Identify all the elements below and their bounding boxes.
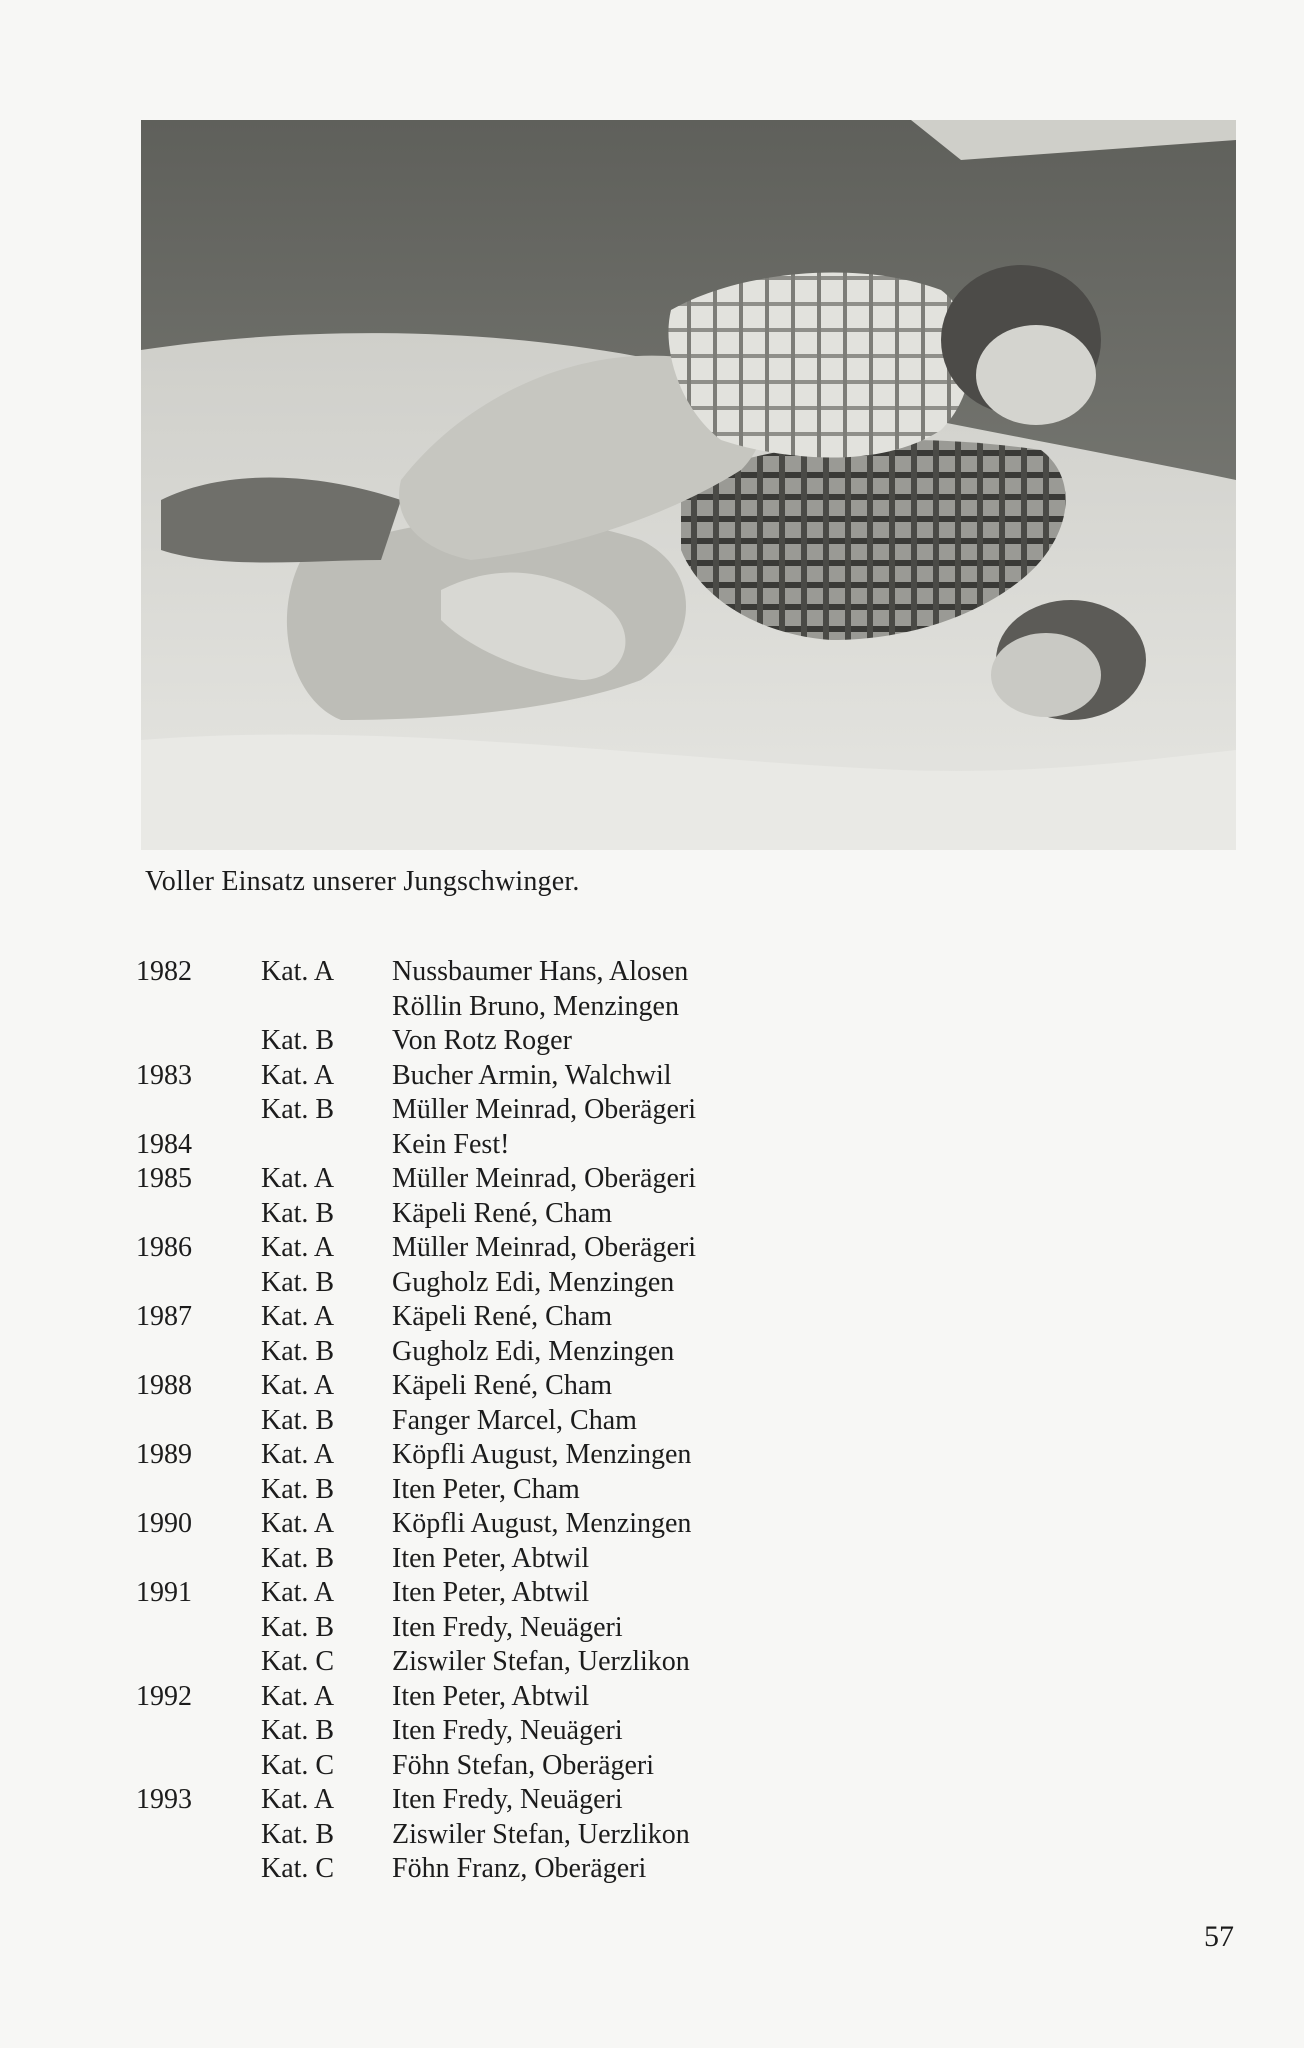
result-year: 1991 <box>136 1577 192 1608</box>
result-name: Käpeli René, Cham <box>392 1197 613 1229</box>
result-year: 1992 <box>136 1680 192 1712</box>
result-cat: Kat. A <box>261 1163 335 1194</box>
result-row <box>136 1611 836 1646</box>
result-name: Gugholz Edi, Menzingen <box>392 1335 675 1367</box>
result-name: Köpfli August, Menzingen <box>392 1508 692 1539</box>
result-cat: Kat. A <box>261 1370 335 1401</box>
result-year: 1987 <box>136 1301 192 1332</box>
result-name: Iten Peter, Cham <box>392 1473 580 1505</box>
result-row <box>136 1473 836 1508</box>
result-cat: Kat. C <box>261 1646 335 1677</box>
result-name: Föhn Stefan, Oberägeri <box>392 1749 655 1781</box>
result-year: 1985 <box>136 1163 192 1194</box>
result-year: 1986 <box>136 1232 192 1263</box>
result-year: 1983 <box>136 1059 192 1091</box>
result-row <box>136 1093 836 1128</box>
result-cat: Kat. B <box>261 1197 335 1229</box>
result-row <box>136 955 836 990</box>
result-row <box>136 1128 836 1163</box>
result-row <box>136 1507 836 1542</box>
result-row <box>136 1266 836 1301</box>
result-year: 1989 <box>136 1439 192 1470</box>
photo-wrestling-boys <box>141 120 1236 850</box>
result-row <box>136 1680 836 1715</box>
result-row <box>136 1162 836 1197</box>
result-cat: Kat. B <box>261 1818 335 1850</box>
result-name: Nussbaumer Hans, Alosen <box>392 956 689 987</box>
result-name: Ziswiler Stefan, Uerzlikon <box>392 1818 690 1850</box>
result-cat: Kat. B <box>261 1335 335 1367</box>
page-number: 57 <box>1204 1920 1234 1953</box>
result-cat: Kat. B <box>261 1542 335 1574</box>
result-cat: Kat. C <box>261 1853 335 1884</box>
result-row <box>136 1749 836 1784</box>
result-row <box>136 990 836 1025</box>
result-year: 1990 <box>136 1508 192 1539</box>
result-cat: Kat. A <box>261 1232 335 1263</box>
result-name: Müller Meinrad, Oberägeri <box>392 1232 696 1263</box>
result-cat: Kat. B <box>261 1611 335 1643</box>
result-row <box>136 1024 836 1059</box>
result-name: Iten Fredy, Neuägeri <box>392 1715 623 1746</box>
result-cat: Kat. A <box>261 956 335 987</box>
result-row <box>136 1714 836 1749</box>
result-name: Käpeli René, Cham <box>392 1370 613 1401</box>
result-name: Iten Peter, Abtwil <box>392 1577 590 1608</box>
result-year: 1988 <box>136 1370 192 1401</box>
result-name: Iten Peter, Abtwil <box>392 1680 590 1712</box>
result-year: 1984 <box>136 1128 192 1160</box>
result-row <box>136 1542 836 1577</box>
result-row <box>136 1438 836 1473</box>
result-row <box>136 1197 836 1232</box>
result-name: Köpfli August, Menzingen <box>392 1439 692 1470</box>
result-cat: Kat. B <box>261 1025 335 1056</box>
result-row <box>136 1059 836 1094</box>
result-name: Bucher Armin, Walchwil <box>392 1059 672 1091</box>
result-cat: Kat. B <box>261 1404 335 1436</box>
result-name: Röllin Bruno, Menzingen <box>392 990 679 1022</box>
photo-caption: Voller Einsatz unserer Jungschwinger. <box>145 866 580 897</box>
result-name: Müller Meinrad, Oberägeri <box>392 1094 696 1125</box>
result-name: Föhn Franz, Oberägeri <box>392 1853 647 1884</box>
result-cat: Kat. B <box>261 1473 335 1505</box>
result-cat: Kat. B <box>261 1715 335 1746</box>
result-row <box>136 1852 836 1887</box>
result-row <box>136 1783 836 1818</box>
result-row <box>136 1645 836 1680</box>
result-name: Iten Peter, Abtwil <box>392 1542 590 1574</box>
result-name: Iten Fredy, Neuägeri <box>392 1784 623 1815</box>
result-cat: Kat. C <box>261 1749 335 1781</box>
result-cat: Kat. A <box>261 1680 335 1712</box>
result-cat: Kat. A <box>261 1784 335 1815</box>
result-row <box>136 1576 836 1611</box>
result-cat: Kat. A <box>261 1059 335 1091</box>
result-row <box>136 1369 836 1404</box>
result-cat: Kat. A <box>261 1439 335 1470</box>
result-name: Fanger Marcel, Cham <box>392 1404 637 1436</box>
result-row <box>136 1335 836 1370</box>
results-list <box>136 955 836 1887</box>
result-cat: Kat. A <box>261 1301 335 1332</box>
result-row <box>136 1231 836 1266</box>
result-name: Käpeli René, Cham <box>392 1301 613 1332</box>
result-name: Müller Meinrad, Oberägeri <box>392 1163 696 1194</box>
result-year: 1982 <box>136 956 192 987</box>
result-cat: Kat. A <box>261 1577 335 1608</box>
result-row <box>136 1818 836 1853</box>
result-row <box>136 1404 836 1439</box>
result-name: Kein Fest! <box>392 1128 510 1160</box>
result-name: Iten Fredy, Neuägeri <box>392 1611 623 1643</box>
result-cat: Kat. B <box>261 1266 335 1298</box>
result-name: Gugholz Edi, Menzingen <box>392 1266 675 1298</box>
result-cat: Kat. A <box>261 1508 335 1539</box>
result-row <box>136 1300 836 1335</box>
result-cat: Kat. B <box>261 1094 335 1125</box>
result-name: Ziswiler Stefan, Uerzlikon <box>392 1646 690 1677</box>
result-name: Von Rotz Roger <box>392 1025 572 1056</box>
result-year: 1993 <box>136 1784 192 1815</box>
